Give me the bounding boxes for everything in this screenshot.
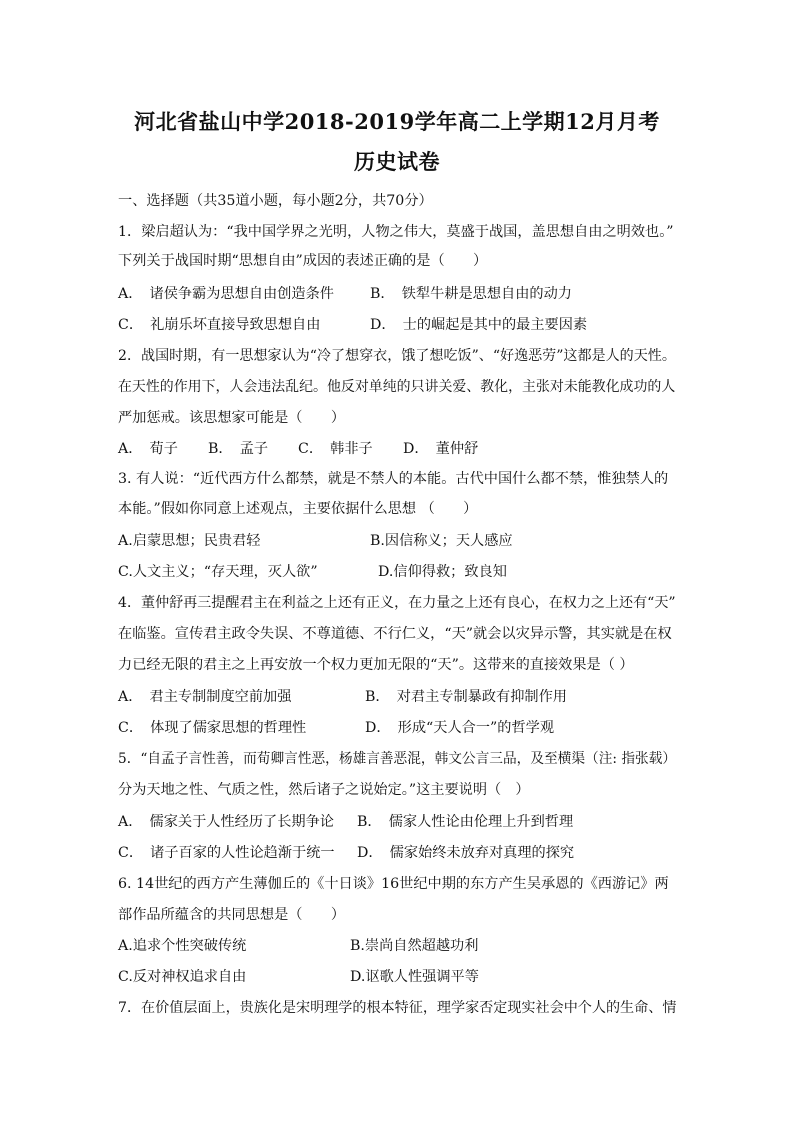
section-heading: 一、选择题（共35道小题，每小题2分，共70分） <box>118 193 433 209</box>
question-2-option-a: A． 荀子 <box>118 441 178 457</box>
question-2-line-1: 2．战国时期，有一思想家认为“冷了想穿衣，饿了想吃饭”、“好逸恶劳”这都是人的天性。 <box>118 348 676 364</box>
question-1-line-1: 1．梁启超认为：“我中国学界之光明，人物之伟大，莫盛于战国，盖思想自由之明效也。” <box>118 224 674 240</box>
question-6-option-b: B.崇尚自然超越功利 <box>350 938 479 954</box>
question-6-line-1: 6. 14世纪的西方产生薄伽丘的《十日谈》16世纪中期的东方产生吴承恩的《西游记》两 <box>118 876 669 892</box>
question-5-line-2: 分为天地之性、气质之性，然后诸子之说始定。”这主要说明（ ） <box>118 782 530 798</box>
page-subtitle: 历史试卷 <box>354 149 440 174</box>
question-7-line-1: 7．在价值层面上，贵族化是宋明理学的根本特征，理学家否定现实社会中个人的生命、情 <box>118 1000 677 1016</box>
question-6-option-a: A.追求个性突破传统 <box>118 938 247 954</box>
question-3-line-1: 3. 有人说：“近代西方什么都禁，就是不禁人的本能。古代中国什么都不禁，惟独禁人的 <box>118 471 669 487</box>
question-2-line-2: 在天性的作用下，人会违法乱纪。他反对单纯的只讲关爱、教化，主张对未能教化成功的人 <box>118 379 676 395</box>
question-4-line-1: 4．董仲舒再三提醒君主在利益之上还有正义，在力量之上还有良心，在权力之上还有“天” <box>118 595 676 611</box>
question-2-option-c: C． 韩非子 <box>298 441 373 457</box>
question-4-option-a: A． 君主专制制度空前加强 <box>118 689 292 705</box>
question-5-option-a: A． 儒家关于人性经历了长期争论 <box>118 814 334 830</box>
question-4-option-d: D． 形成“天人合一”的哲学观 <box>365 720 555 736</box>
question-4-option-b: B． 对君主专制暴政有抑制作用 <box>365 689 567 705</box>
question-5-option-c: C． 诸子百家的人性论趋渐于统一 <box>118 845 335 861</box>
question-3-line-2: 本能。”假如你同意上述观点，主要依据什么思想 （ ） <box>118 501 478 517</box>
question-1-line-2: 下列关于战国时期“思想自由”成因的表述正确的是（ ） <box>118 253 488 269</box>
question-1-option-b: B． 铁犁牛耕是思想自由的动力 <box>370 286 572 302</box>
question-2-option-b: B． 孟子 <box>208 441 269 457</box>
question-4-option-c: C． 体现了儒家思想的哲理性 <box>118 720 307 736</box>
page-title: 河北省盐山中学2018-2019学年高二上学期12月月考 <box>134 109 660 134</box>
question-4-line-3: 力已经无限的君主之上再安放一个权力更加无限的“天”。这带来的直接效果是（ ） <box>118 657 634 673</box>
question-2-line-3: 严加惩戒。该思想家可能是（ ） <box>118 410 346 426</box>
question-1-option-d: D． 士的崛起是其中的最主要因素 <box>370 317 588 333</box>
question-6-line-2: 部作品所蕴含的共同思想是（ ） <box>118 907 346 923</box>
question-5-option-b: B． 儒家人性论由伦理上升到哲理 <box>357 814 574 830</box>
question-3-option-b: B.因信称义；天人感应 <box>370 533 513 549</box>
question-6-option-d: D.讴歌人性强调平等 <box>350 969 479 985</box>
question-5-line-1: 5．“自孟子言性善，而荀卿言性恶，杨雄言善恶混，韩文公言三品，及至横渠（注: 指张载） <box>118 751 677 767</box>
question-4-line-2: 在临鉴。宣传君主政令失误、不尊道德、不行仁义，“天”就会以灾异示警，其实就是在权 <box>118 626 672 642</box>
question-3-option-a: A.启蒙思想；民贵君轻 <box>118 533 261 549</box>
question-5-option-d: D． 儒家始终未放弃对真理的探究 <box>357 845 575 861</box>
question-6-option-c: C.反对神权追求自由 <box>118 969 247 985</box>
question-1-option-a: A． 诸侯争霸为思想自由创造条件 <box>118 286 334 302</box>
question-1-option-c: C． 礼崩乐坏直接导致思想自由 <box>118 317 321 333</box>
question-3-option-d: D.信仰得救；致良知 <box>378 564 507 580</box>
question-3-option-c: C.人文主义；“存天理，灭人欲” <box>118 564 318 580</box>
question-2-option-d: D． 董仲舒 <box>403 441 479 457</box>
